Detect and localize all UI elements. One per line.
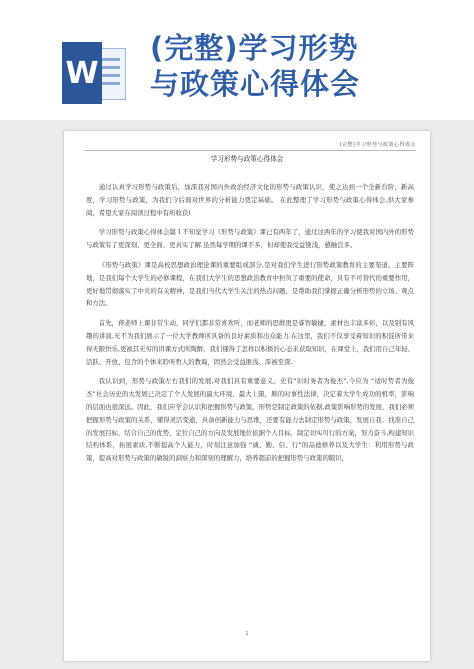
word-document-icon — [62, 42, 128, 104]
paragraph: 我认识到，形势与政策左右我们的发展,对我们具有重要意义。史有“识时务者为俊杰”,今应为 “适时势者为俊杰”社会历史的大发展已决定了个人发展的最大环境、最大上限，顺的时事性法律，决定着大学生成功的机率，影响的层面也很深远。因此，我们应学会认识和把握形势与政策。形势是制定政策的依据,政策影响形势的发展，我们必须把握形势与政策的关系，懂得灵活变通，具备创新能力与思维，还要有能力去制定形势与政策，发展自我：找准自己的发展目标，结合自己的优势，定位自己的方向及发展地位依据个人目标，制定切实可行的方案，努力奋斗,构建知识结构体系，拓展素质,不断提高个人能力，时刻注意加强 “诚、勤、信、行”的品德修养以及大学生：利用形势与政策，提高对形势与政策的敏锐的洞察力和深刻的理解力，培养超前的把握形势与政策的眼识， — [86, 377, 414, 463]
banner-title-line-1: (完整)学习形势 — [150, 31, 359, 65]
paragraph: 通过认真学习形势与政策后，加深我对国内外政治经济文化的形势与政策认识，使之达到一个全新台阶，新高度，学习形势与政策，为我们今后面对世界的分析能力奠定基础。 在此整理了学习形势与政策心得体会,供大家参阅，希望大家在阅读过程中有所收获! — [86, 183, 414, 217]
word-logo-letter: W — [62, 42, 102, 104]
banner-title — [150, 30, 450, 102]
document-title: 学习形势与政策心得体会 — [210, 155, 284, 163]
paragraph: 首先，蒋老师上课非常生动，同学们都非常喜欢听，而老师的思维更是睿智敏捷，素材也丰富多彩，以及别有风趣的讲演,无不为我们展示了一位大学教师所具备的良好素质和出众能力.在这里，我们不仅享受着知识的积淀所带来得无限快乐,更被其无穷的讲课方式所陶醉，我们懂得了怎样以积极的心态来获取知识，在课堂上，我们用自己年轻、活跃、开放、包含的个体来聆听哲人的教诲，固然会受益匪浅、浑被至深. — [86, 319, 414, 366]
running-header: (完整)学习形势与政策心得体会 — [339, 142, 416, 148]
banner-title-line-2: 与政策心得体会 — [150, 67, 361, 101]
header-divider — [84, 150, 416, 151]
title-banner — [0, 0, 474, 120]
document-page — [64, 131, 430, 661]
paragraph: 《形势与政策》课是高校思想政治理论课的重要组成部分,是对我们学生进行形势政策教育的主要渠道、主要阵地，是我们每个大学生的必修课程，在我们大学生的思想政治教育中担负了重要的使命，具有不可替代的重要作用，更好地贯彻落实了中央的有关精神，是我们当代大学生关注的热点问题，是帮助我们掌握正确分析形势的立场、观点和方法。 — [86, 260, 414, 308]
page-number: 1 — [245, 631, 249, 637]
document-body — [86, 181, 414, 472]
paragraph: 学习形势与政策心得体会篇１不知觉学习《形势与政策》课已有两年了，通过这两年的学习使我对国内外的形势与政策有了更深刻、更全面、更真实了解.虽然每学期的课不多，但却使我受益匪浅，感触良多。 — [86, 228, 414, 250]
